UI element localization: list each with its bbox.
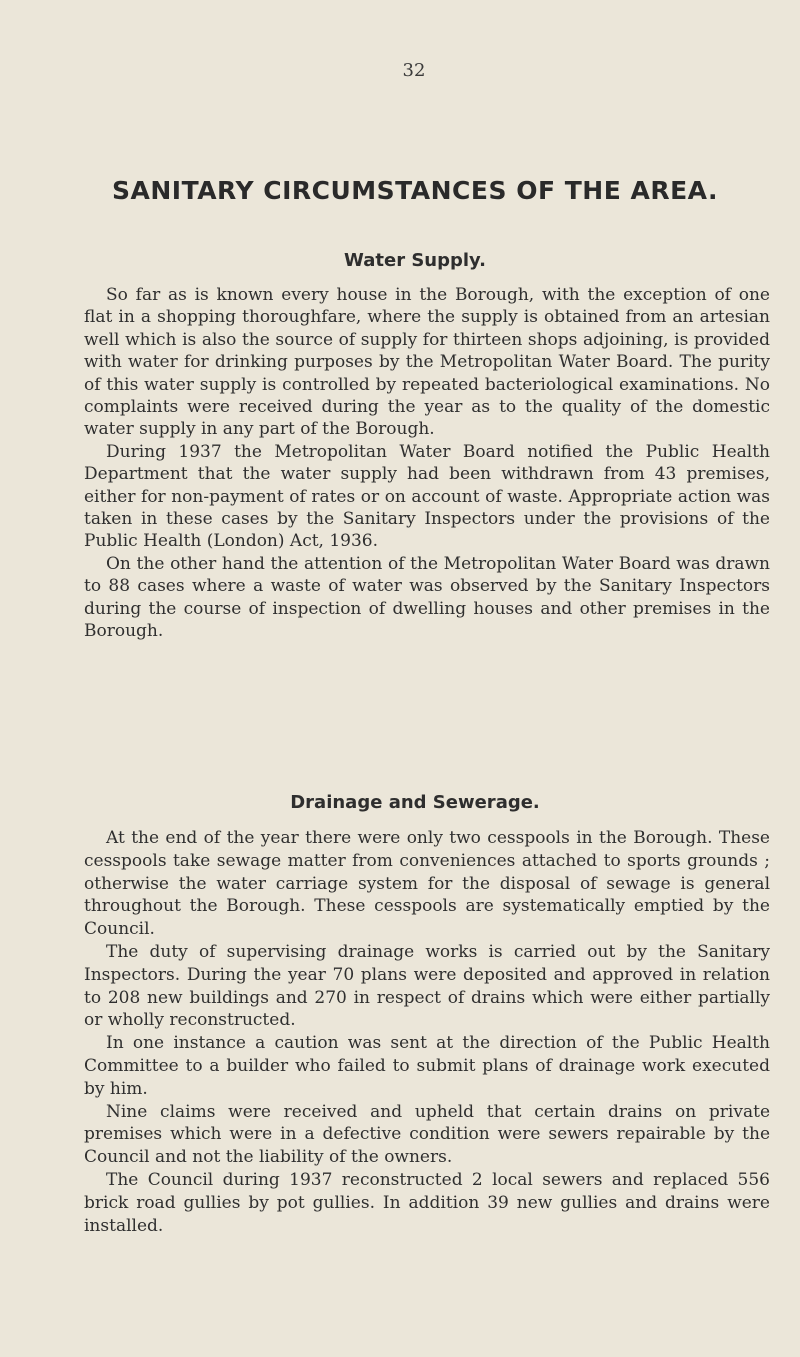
drainage-paragraph-4: Nine claims were received and upheld that certain drains on private premises which were in a defective condition were sewers repairable by the Council and not the liability of the owners. [84,1101,770,1168]
drainage-paragraph-3: In one instance a caution was sent at the direction of the Public Health Committee to a builder who failed to submit plans of drainage work executed by him. [84,1033,770,1099]
page-number: 32 [402,60,426,81]
drainage-section [84,827,770,1237]
water-paragraph-1: So far as is known every house in the Borough, with the exception of one flat in a shopping thoroughfare, where the supply is obtained from an artesian well which is also the source of supply for thirteen shops adjoining, is provided with water for drinking purposes by the Metropolitan Water Board. The purity of this water supply is controlled by repeated bacteriological examinations. No complaints were received during the year as to the quality of the domestic water supply in any part of the Borough. [84,285,770,440]
water-paragraph-3: On the other hand the attention of the Metropolitan Water Board was drawn to 88 cases where a waste of water was observed by the Sanitary Inspectors during the course of inspection of dwelling houses and other premises in the Borough. [84,553,770,642]
water-supply-heading: Water Supply. [344,250,486,271]
water-supply-section [84,284,770,643]
water-paragraph-2: During 1937 the Metropolitan Water Board notified the Public Health Department that the water supply had been withdrawn from 43 premises, either for non-payment of rates or on account of waste. Appropriate action was taken in these cases by the Sanitary Inspectors under the provisions of the Public Health (London) Act, 1936. [84,441,770,552]
drainage-heading: Drainage and Sewerage. [290,792,540,813]
drainage-paragraph-2: The duty of supervising drainage works is carried out by the Sanitary Inspectors. During the year 70 plans were deposited and approved in relation to 208 new buildings and 270 in respect of drains which were either partially or wholly reconstructed. [84,941,770,1031]
drainage-paragraph-1: At the end of the year there were only two cesspools in the Borough. These cesspools take sewage matter from conveniences attached to sports grounds ; otherwise the water carriage system for the disposal of sewage is general throughout the Borough. These cesspools are systematically emptied by the Council. [84,828,770,940]
page-title: SANITARY CIRCUMSTANCES OF THE AREA. [112,176,718,205]
drainage-paragraph-5: The Council during 1937 reconstructed 2 local sewers and replaced 556 brick road gullies by pot gullies. In addition 39 new gullies and drains were installed. [84,1169,770,1236]
